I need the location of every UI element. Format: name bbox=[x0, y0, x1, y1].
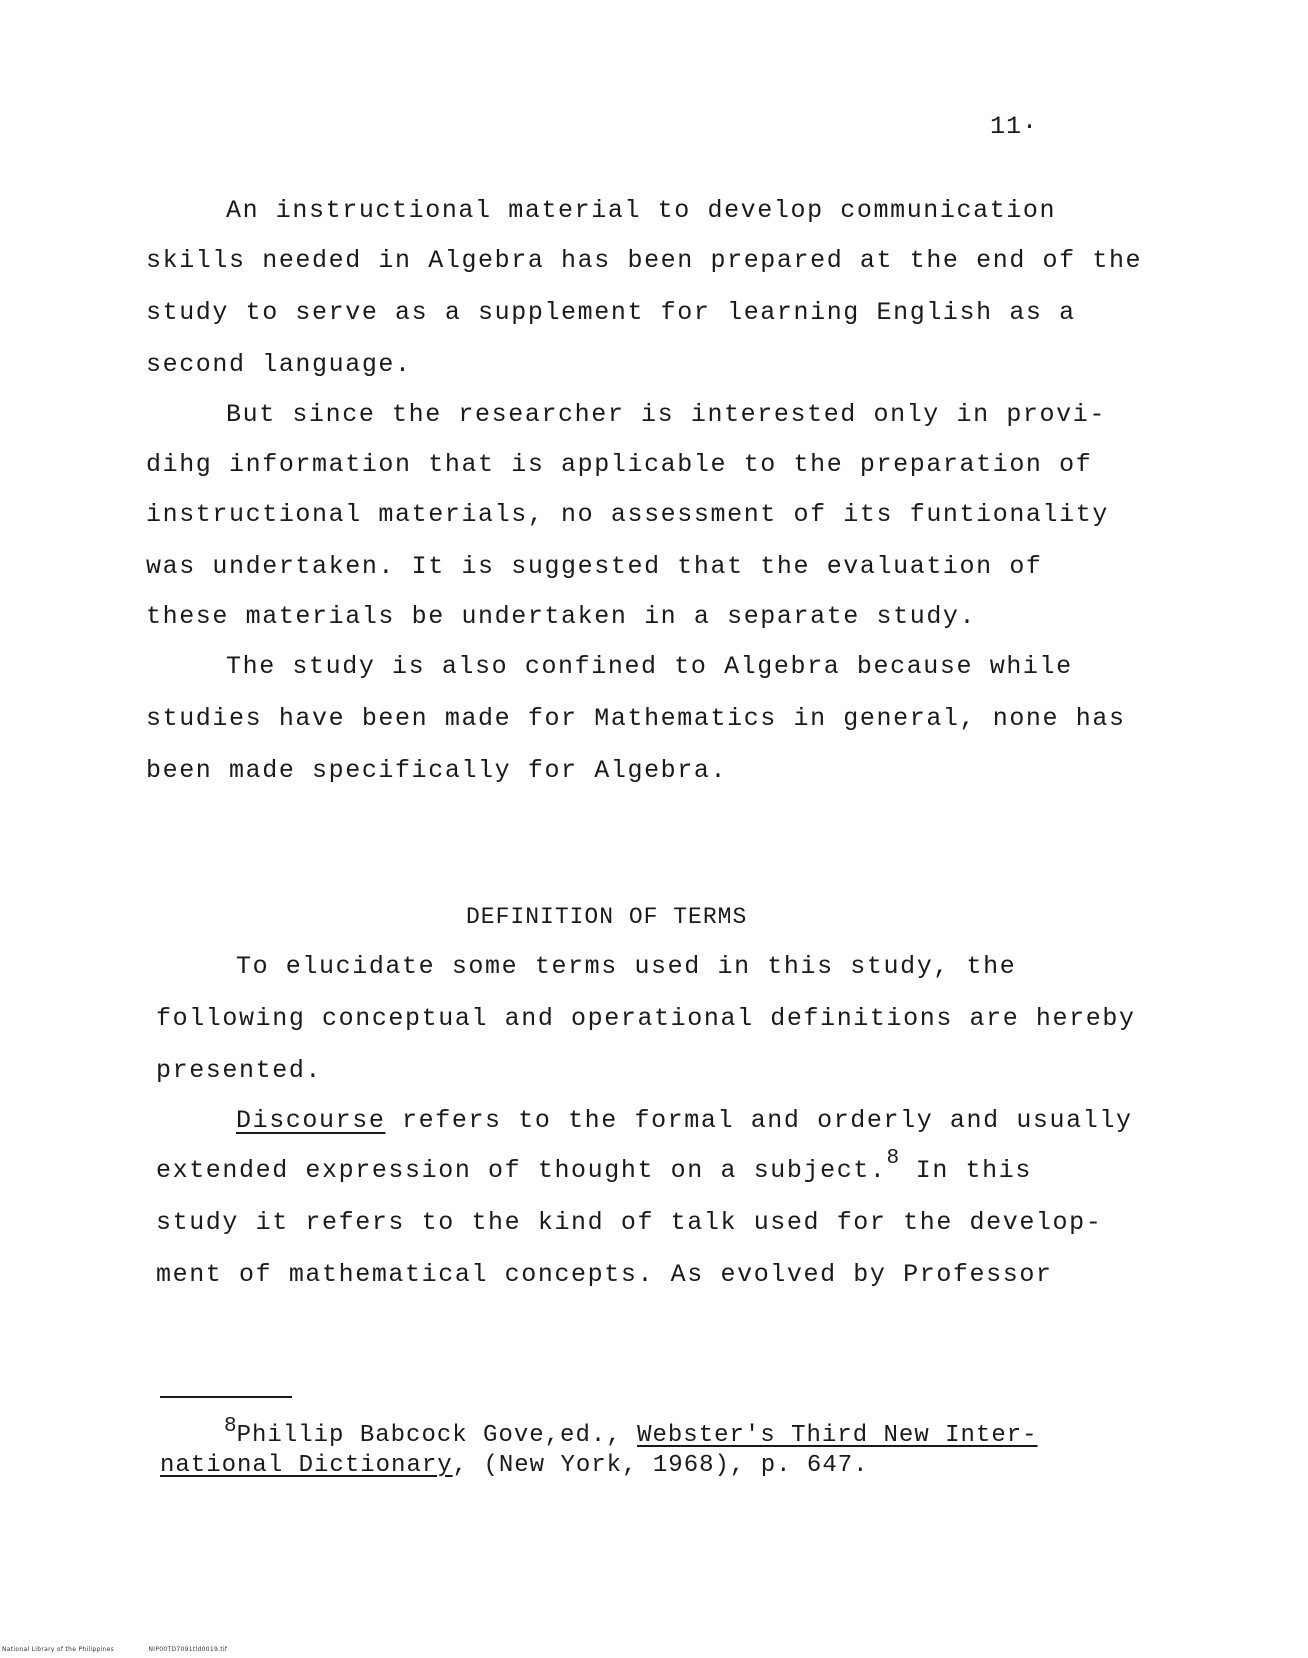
body-line: following conceptual and operational definitions are hereby bbox=[156, 1004, 1136, 1033]
definition-line bbox=[156, 1147, 1032, 1185]
body-line: was undertaken. It is suggested that the evaluation of bbox=[146, 552, 1043, 581]
body-line: But since the researcher is interested only in provi- bbox=[226, 400, 1106, 429]
body-line: been made specifically for Algebra. bbox=[146, 756, 728, 785]
definition-text: refers to the formal and orderly and usually bbox=[385, 1106, 1133, 1135]
body-line: these materials be undertaken in a separate study. bbox=[146, 602, 977, 631]
section-heading: DEFINITION OF TERMS bbox=[466, 904, 748, 930]
scan-filename: NIP00TD7091tld0019.tif bbox=[148, 1646, 228, 1653]
footnote-mark: 8 bbox=[224, 1415, 237, 1438]
definition-text: extended expression of thought on a subject. bbox=[156, 1156, 887, 1185]
body-line: dihg information that is applicable to the preparation of bbox=[146, 450, 1093, 479]
definition-text: In this bbox=[899, 1156, 1032, 1185]
body-line: ment of mathematical concepts. As evolved by Professor bbox=[156, 1260, 1053, 1289]
scan-source: National Library of the Philippines bbox=[2, 1646, 115, 1653]
body-line: presented. bbox=[156, 1056, 323, 1085]
body-line: study it refers to the kind of talk used for the develop- bbox=[156, 1208, 1103, 1237]
defined-term: Discourse bbox=[236, 1106, 386, 1135]
body-line: instructional materials, no assessment of its funtionality bbox=[146, 500, 1109, 529]
body-line: skills needed in Algebra has been prepared at the end of the bbox=[146, 246, 1143, 275]
body-line: The study is also confined to Algebra because while bbox=[226, 652, 1073, 681]
body-line: To elucidate some terms used in this study, the bbox=[236, 952, 1017, 981]
body-line: An instructional material to develop communication bbox=[226, 196, 1057, 225]
body-line: study to serve as a supplement for learning English as a bbox=[146, 298, 1076, 327]
scan-footer bbox=[2, 1646, 227, 1653]
footnote-citation: , (New York, 1968), p. 647. bbox=[452, 1452, 869, 1479]
body-line: studies have been made for Mathematics in general, none has bbox=[146, 704, 1126, 733]
page-number: 11· bbox=[990, 112, 1039, 141]
footnote-line bbox=[224, 1415, 1038, 1449]
footnote-divider bbox=[160, 1396, 292, 1398]
footnote-line bbox=[160, 1452, 869, 1479]
definition-line bbox=[236, 1106, 1133, 1135]
footnote-author: Phillip Babcock Gove,ed., bbox=[236, 1422, 638, 1449]
footnote-title: Webster's Third New Inter- bbox=[637, 1422, 1038, 1449]
footnote-title: national Dictionary bbox=[160, 1452, 453, 1479]
footnote-reference: 8 bbox=[886, 1147, 900, 1170]
body-line: second language. bbox=[146, 350, 412, 379]
